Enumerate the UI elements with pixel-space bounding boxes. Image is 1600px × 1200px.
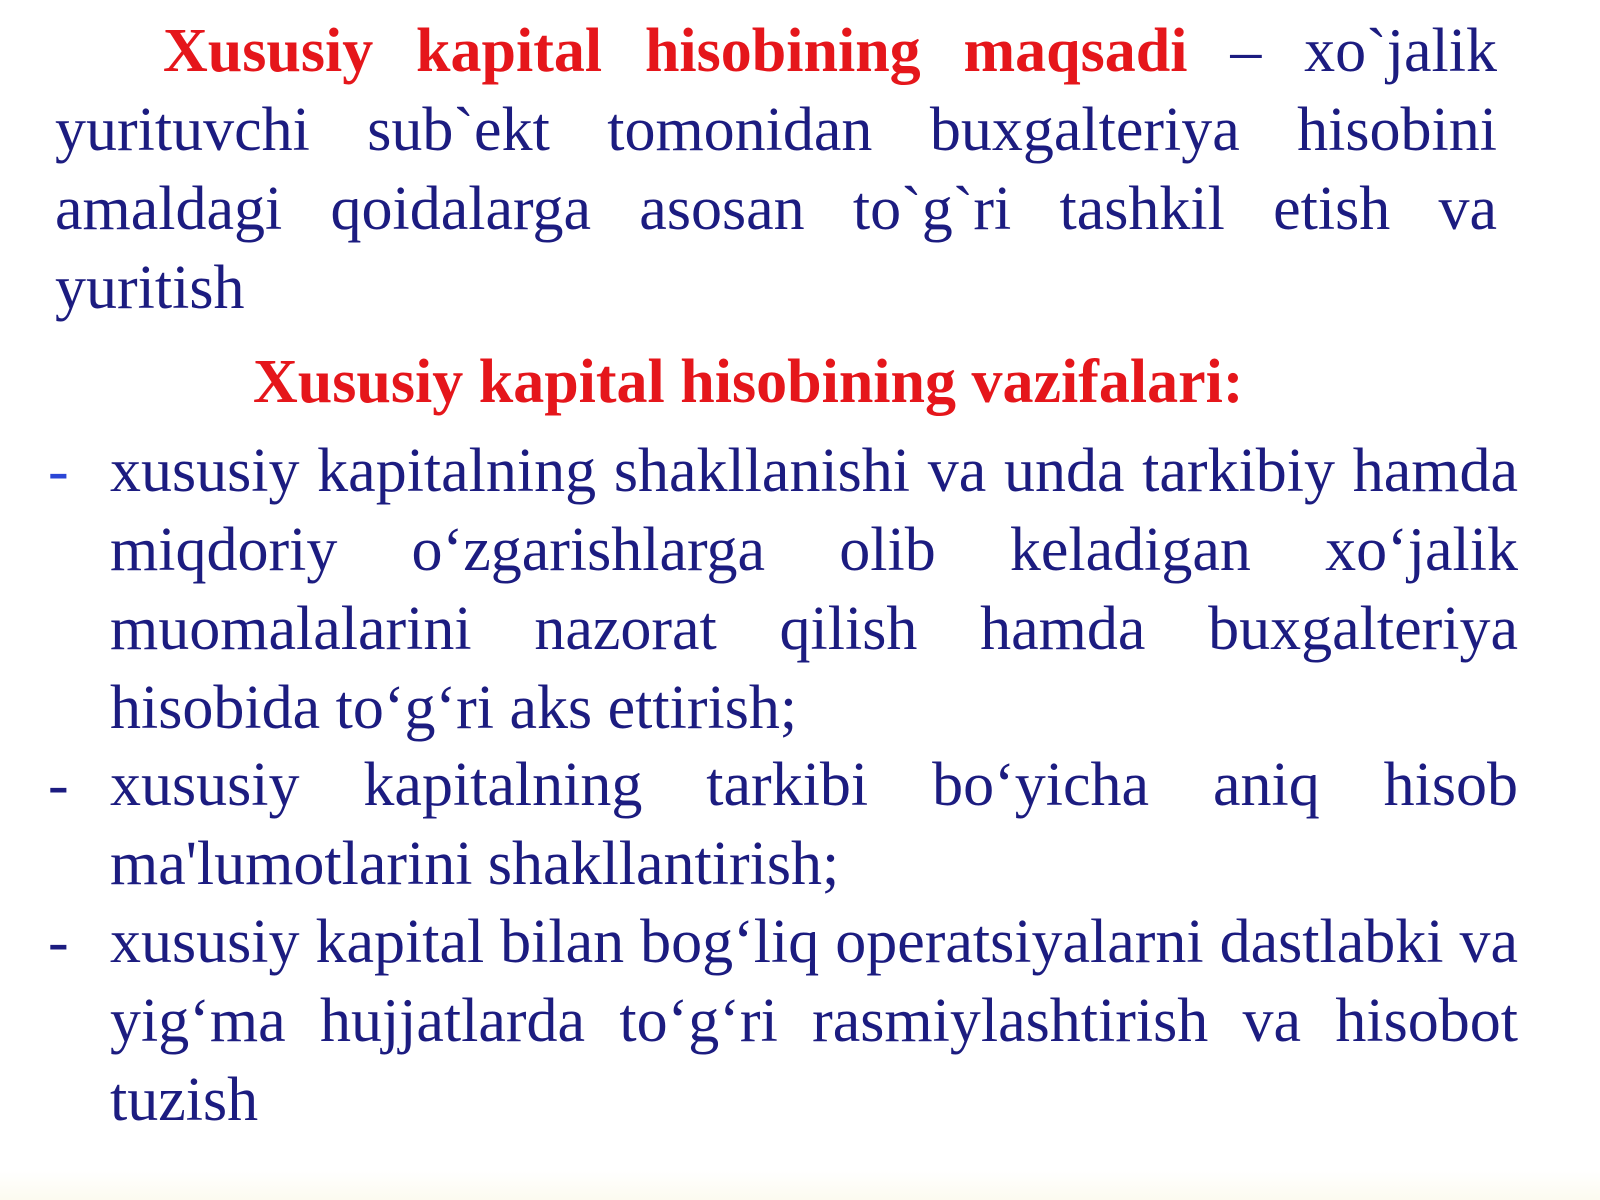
task-marker: - <box>48 751 69 819</box>
task-marker: - <box>48 437 69 505</box>
task-item-3 <box>48 903 1518 1140</box>
bottom-fade <box>0 1170 1600 1200</box>
task-text: xususiy kapital bilan bog‘liq operatsiyalarni dastlabki va yig‘ma hujjatlarda to‘g‘ri rasmiylashtirish va hisobot tuzish <box>110 908 1518 1134</box>
task-text: xususiy kapitalning tarkibi bo‘yicha aniq hisob ma'lumotlarini shakllantirish; <box>110 751 1518 898</box>
purpose-separator: – <box>1187 17 1305 85</box>
task-item-2 <box>48 746 1518 904</box>
purpose-heading: Xususiy kapital hisobining maqsadi <box>163 17 1188 85</box>
task-item-1 <box>48 432 1518 748</box>
task-marker: - <box>48 908 69 976</box>
purpose-paragraph <box>55 12 1497 328</box>
tasks-title: Xususiy kapital hisobining vazifalari: <box>253 348 1244 416</box>
purpose-text: xo`jalik yurituvchi sub`ekt tomonidan buxgalteriya hisobini amaldagi qoidalarga asosan to`g`ri tashkil etish va yuritish <box>55 17 1497 322</box>
task-text: xususiy kapitalning shakllanishi va unda tarkibiy hamda miqdoriy o‘zgarishlarga olib keladigan xo‘jalik muomalalarini nazorat qilish hamda buxgalteriya hisobida to‘g‘ri aks ettirish; <box>110 437 1518 742</box>
